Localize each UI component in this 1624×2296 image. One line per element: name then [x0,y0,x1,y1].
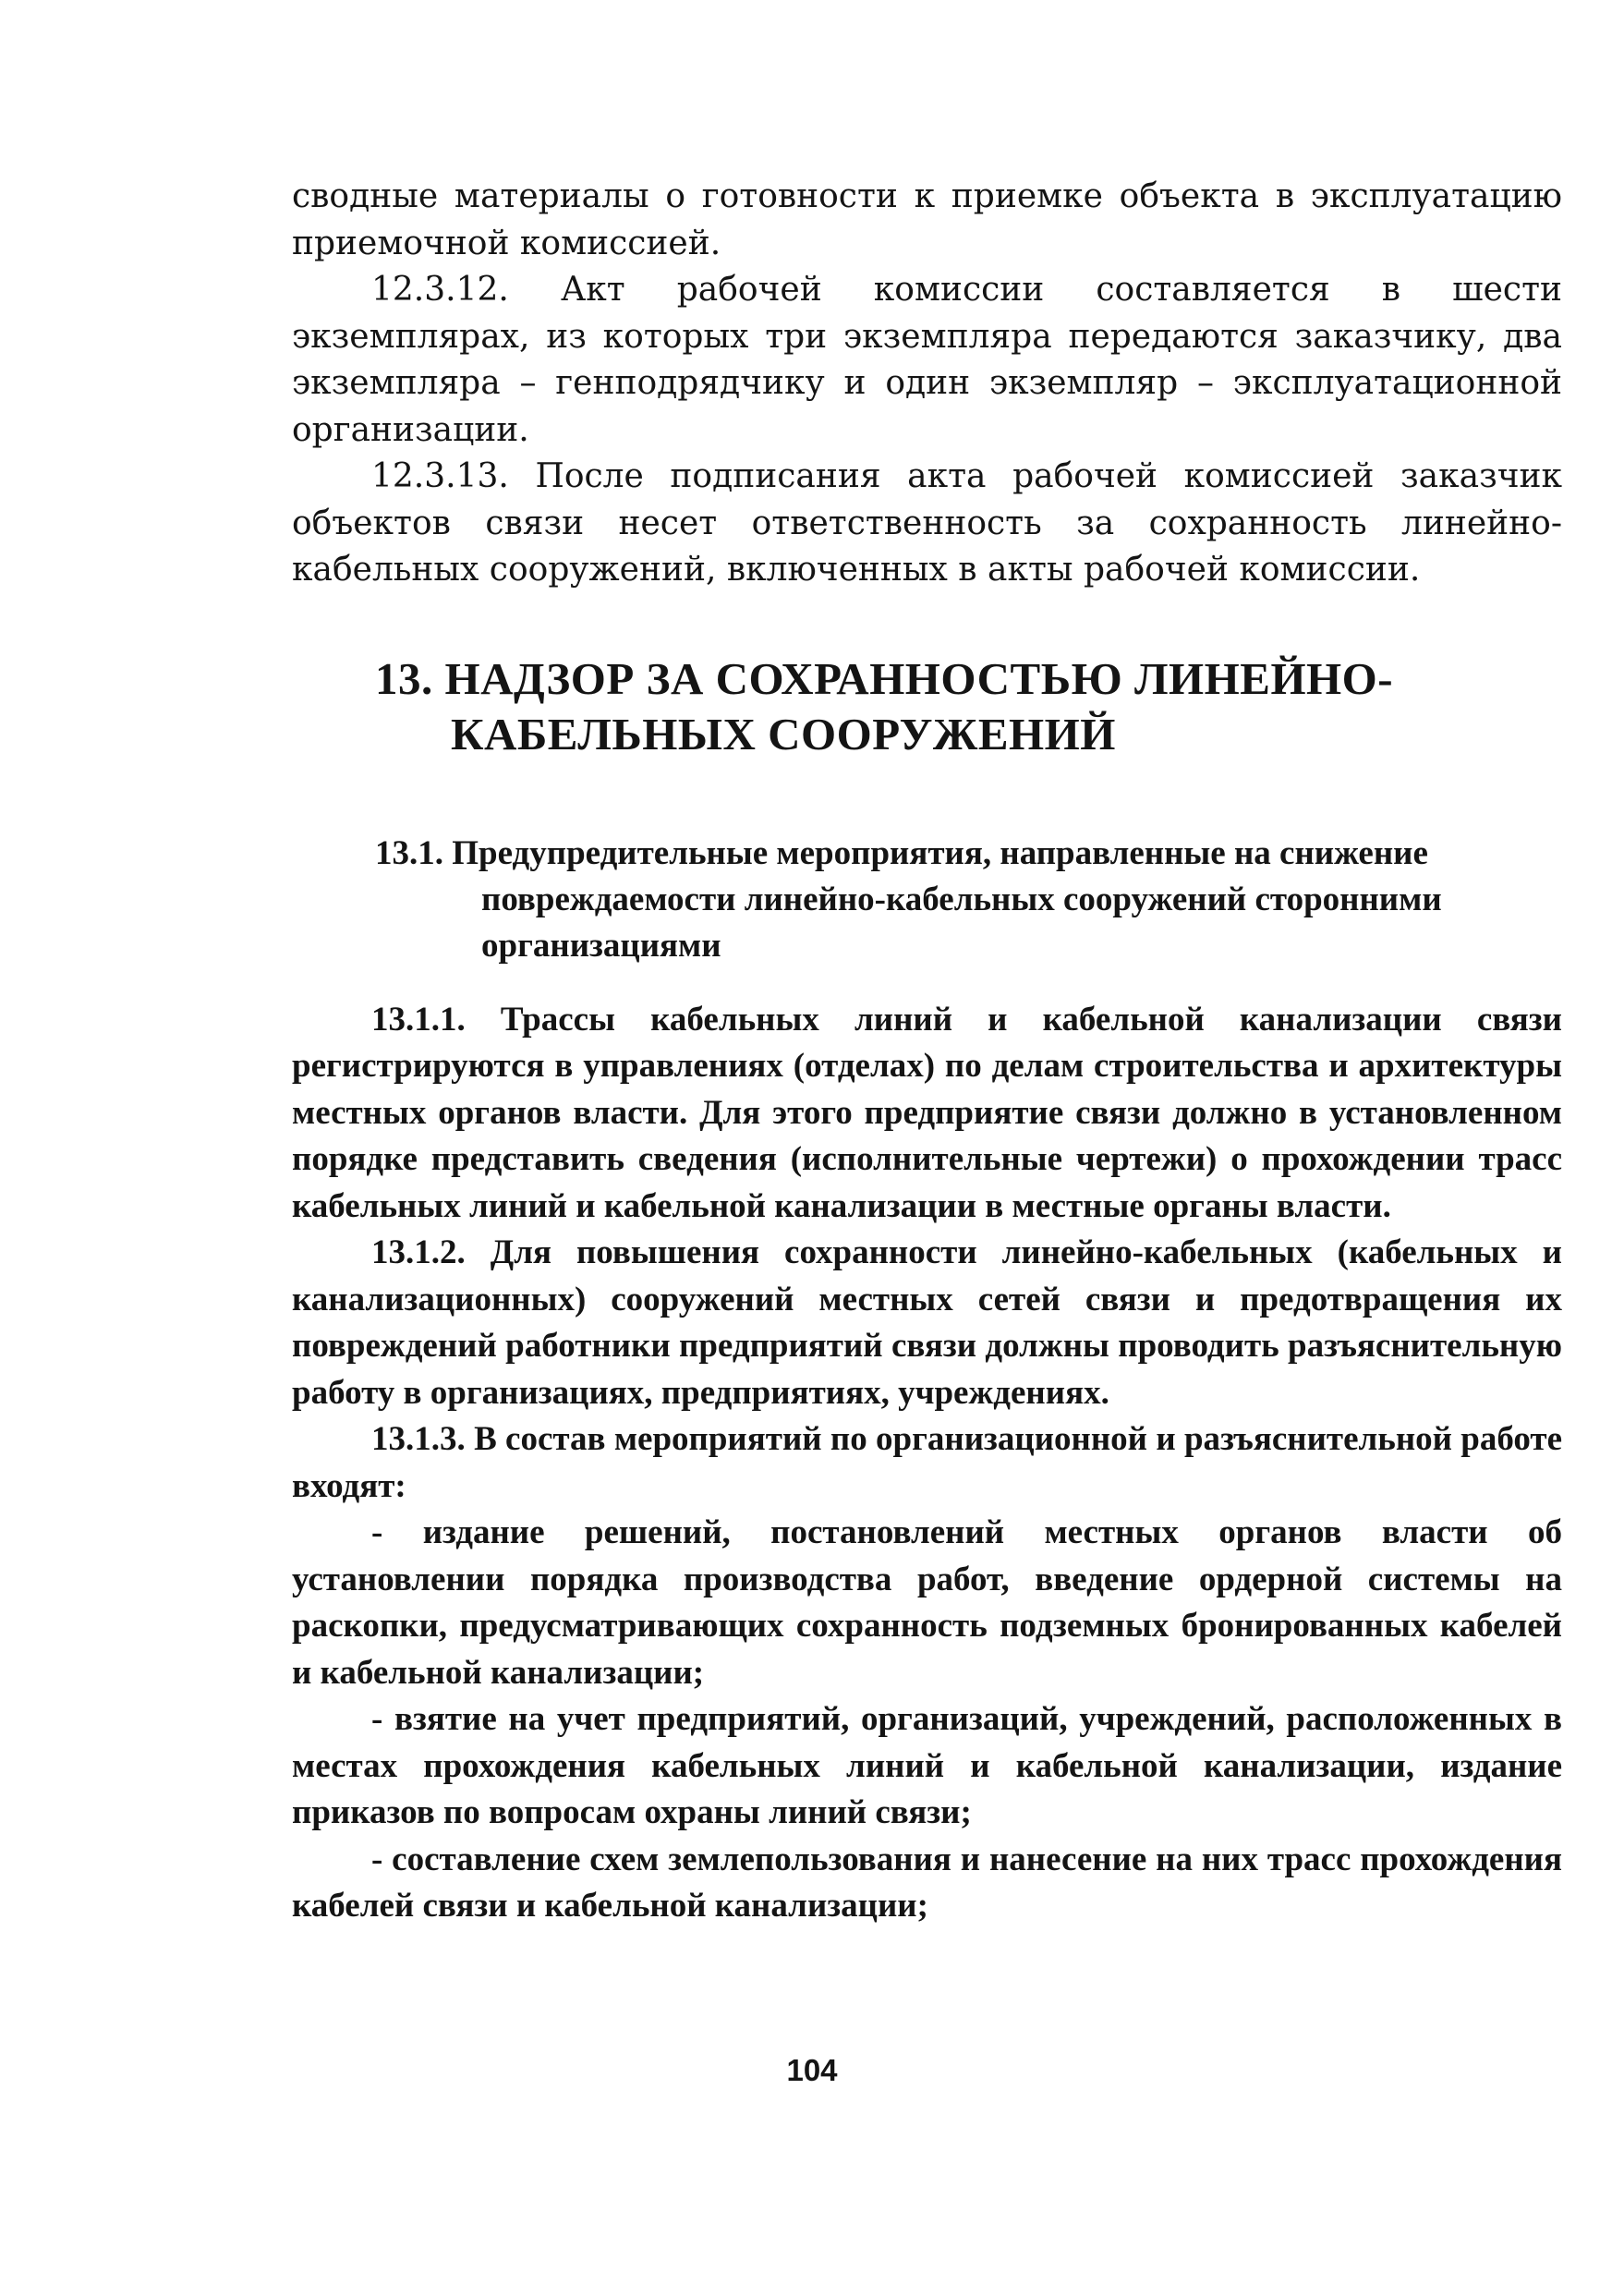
paragraph-13-1-2: 13.1.2. Для повышения сохранности линейно-кабельных (кабельных и канализационных) сооружений местных сетей связи и предотвращения их повреждений работники предприятий связи должны проводить разъяснительную работу в организациях, предприятиях, учреждениях. [292,1233,1562,1412]
list-item-registration: - взятие на учет предприятий, организаций, учреждений, расположенных в местах прохождения кабельных линий и кабельной канализации, издание приказов по вопросам охраны линий связи; [292,1700,1562,1831]
list-item-land-use-schemes: - составление схем землепользования и нанесение на них трасс прохождения кабелей связи и кабельной канализации; [292,1840,1562,1925]
paragraph-continuation: сводные материалы о готовности к приемке объекта в эксплуатацию приемочной комиссией. [292,177,1562,262]
paragraph-13-1-3: 13.1.3. В состав мероприятий по организационной и разъяснительной работе входят: [292,1420,1562,1505]
list-item-decisions: - издание решений, постановлений местных органов власти об установлении порядка производства работ, введение ордерной системы на раскопки, предусматривающих сохранность подземных бронированных кабелей и кабельной канализации; [292,1513,1562,1692]
paragraph-12-3-13: 12.3.13. После подписания акта рабочей комиссией заказчик объектов связи несет ответственность за сохранность линейно-кабельных сооружений, включенных в акты рабочей комиссии. [292,457,1562,589]
paragraph-13-1-1: 13.1.1. Трассы кабельных линий и кабельной канализации связи регистрируются в управлениях (отделах) по делам строительства и архитектуры местных органов власти. Для этого предприятие связи должно в установленном порядке представить сведения (исполнительные чертежи) о прохождении трасс кабельных линий и кабельной канализации в местные органы власти. [292,1000,1562,1225]
chapter-title: 13. НАДЗОР ЗА СОХРАННОСТЬЮ ЛИНЕЙНО-КАБЕЛЬНЫХ СООРУЖЕНИЙ [375,652,1394,759]
paragraph-12-3-12: 12.3.12. Акт рабочей комиссии составляется в шести экземплярах, из которых три экземпляра передаются заказчику, два экземпляра – генподрядчику и один экземпляр – эксплуатационной организации. [292,271,1562,449]
page-number: 104 [786,2053,838,2087]
document-page [292,174,1562,1930]
section-title: 13.1. Предупредительные мероприятия, направленные на снижение повреждаемости линейно-кабельных сооружений сторонними организациями [375,833,1442,965]
